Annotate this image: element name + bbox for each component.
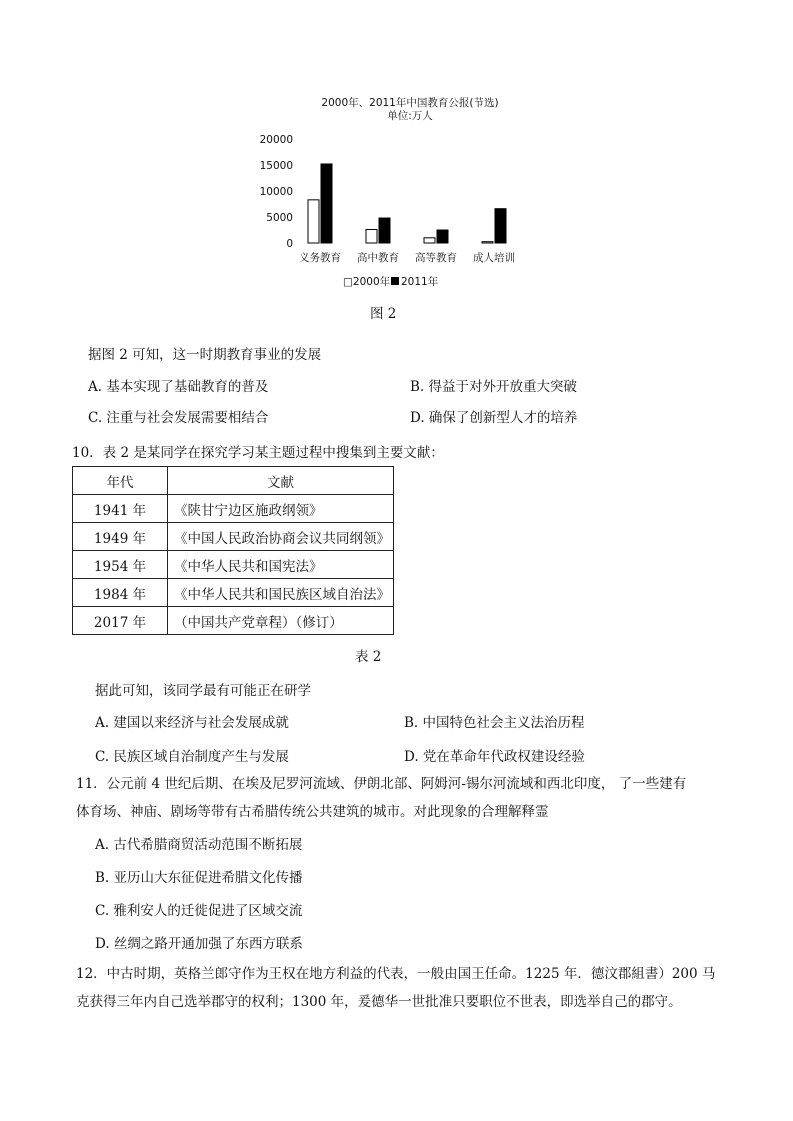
table-header-year: 年代	[73, 467, 168, 495]
table-header-document: 文献	[168, 467, 394, 495]
legend-swatch-2011	[391, 277, 399, 285]
bar-2000	[482, 242, 493, 243]
q9-stem: 据图 2 可知，这一时期教育事业的发展	[88, 347, 322, 363]
table-cell-year: 1984 年	[73, 579, 168, 607]
table-cell-year: 1949 年	[73, 523, 168, 551]
table-caption: 表 2	[355, 649, 382, 665]
legend-2011: 2011年	[401, 276, 439, 288]
table-cell-document: 《中国人民政治协商会议共同纲领》	[168, 523, 394, 551]
y-tick-label: 5000	[266, 212, 293, 224]
q11-option-d[interactable]: D. 丝绸之路开通加强了东西方联系	[95, 936, 303, 952]
bar-2011	[321, 164, 332, 243]
table-cell-document: 《中华人民共和国民族区域自治法》	[168, 579, 394, 607]
x-category-label: 成人培训	[473, 252, 515, 264]
y-tick-label: 10000	[259, 186, 293, 198]
figure-caption: 图 2	[370, 306, 397, 322]
x-category-label: 高等教育	[415, 252, 457, 264]
q10-stem: 10．表 2 是某同学在探究学习某主题过程中搜集到主要文献：	[72, 445, 444, 461]
bar-2011	[495, 209, 506, 243]
q9-option-a[interactable]: A. 基本实现了基础教育的普及	[88, 379, 269, 395]
y-tick-label: 0	[286, 238, 293, 250]
education-bar-chart	[255, 92, 555, 302]
table-cell-document: 《中华人民共和国宪法》	[168, 551, 394, 579]
table-cell-year: 1954 年	[73, 551, 168, 579]
documents-table	[72, 466, 394, 635]
y-tick-label: 15000	[259, 160, 293, 172]
bar-2011	[437, 230, 448, 243]
table-cell-year: 1941 年	[73, 495, 168, 523]
table-row	[73, 607, 394, 635]
bar-2011	[379, 218, 390, 243]
y-tick-label: 20000	[259, 134, 293, 146]
table-row	[73, 495, 394, 523]
q11-option-a[interactable]: A. 古代希腊商贸活动范围不断拓展	[95, 837, 303, 853]
q12-line-2: 克获得三年内自己选举郡守的权利；1300 年，爰德华一世批准只要职位不世表，即选举自己的郡守。	[76, 994, 682, 1010]
table-header-row	[73, 467, 394, 495]
table-row	[73, 523, 394, 551]
table-row	[73, 551, 394, 579]
q10-option-b[interactable]: B. 中国特色社会主义法治历程	[404, 715, 585, 731]
table-cell-year: 2017 年	[73, 607, 168, 635]
q11-option-b[interactable]: B. 亚历山大东征促进希腊文化传播	[95, 870, 303, 886]
q9-option-d[interactable]: D. 确保了创新型人才的培养	[410, 410, 578, 426]
x-category-label: 高中教育	[357, 252, 399, 264]
chart-legend	[343, 275, 439, 288]
bar-2000	[366, 229, 377, 243]
table-row	[73, 579, 394, 607]
q10-option-a[interactable]: A. 建国以来经济与社会发展成就	[95, 715, 289, 731]
table-cell-document: （中国共产党章程）（修订）	[168, 607, 394, 635]
q9-option-c[interactable]: C. 注重与社会发展需要相结合	[88, 410, 269, 426]
q11-line-2: 体育场、神庙、剧场等带有古希腊传统公共建筑的城市。对此现象的合理解释霊	[76, 804, 549, 820]
q11-option-c[interactable]: C. 雅利安人的迁徙促进了区域交流	[95, 903, 303, 919]
x-category-label: 义务教育	[299, 252, 341, 264]
chart-title: 2000年、2011年中国教育公报(节选)	[321, 97, 499, 109]
chart-subtitle: 单位:万人	[387, 110, 433, 122]
q10-sub-stem: 据此可知，该同学最有可能正在研学	[95, 683, 311, 699]
q12-line-1: 12．中古时期，英格兰郎守作为王权在地方利益的代表，一般由国王任命。1225 年．德汶郡組書）200 马	[76, 966, 716, 982]
bar-2000	[308, 200, 319, 243]
q10-option-d[interactable]: D. 党在革命年代政权建设经验	[404, 749, 585, 765]
q9-option-b[interactable]: B. 得益于对外开放重大突破	[410, 379, 578, 395]
q11-line-1: 11．公元前 4 世纪后期、在埃及尼罗河流域、伊朗北部、阿姆河-锡尔河流域和西北印度， 了一些建有	[76, 776, 687, 792]
table-cell-document: 《陕甘宁边区施政纲领》	[168, 495, 394, 523]
q10-option-c[interactable]: C. 民族区域自治制度产生与发展	[95, 749, 289, 765]
legend-2000: □2000年	[343, 276, 391, 288]
bar-2000	[424, 238, 435, 243]
